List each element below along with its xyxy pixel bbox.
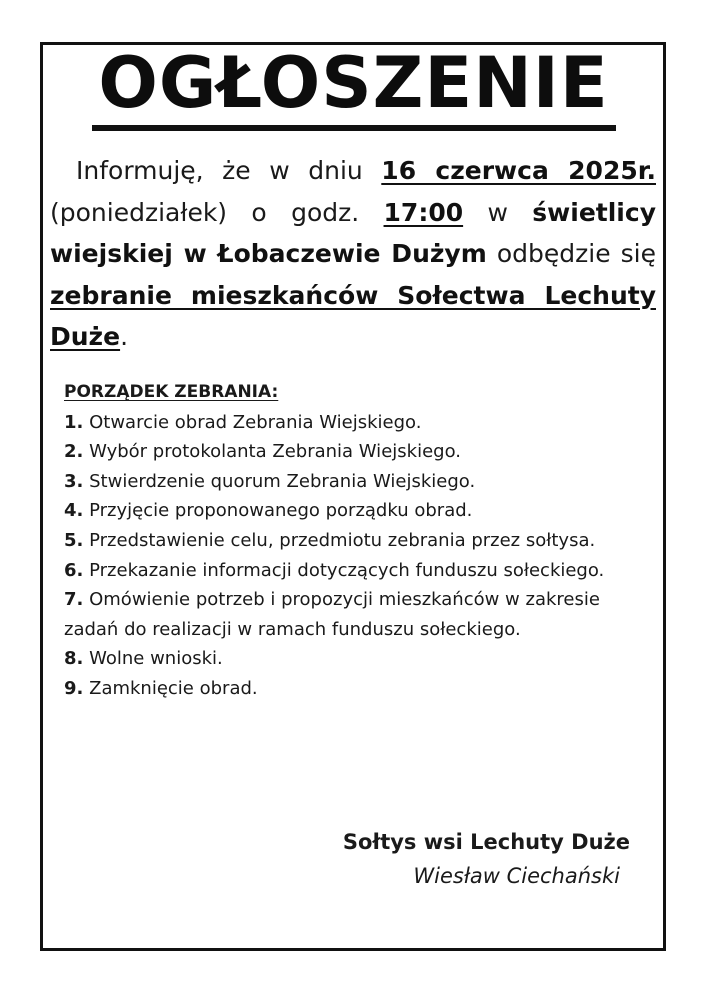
intro-text-1: Informuję, że w dniu [76, 156, 382, 185]
agenda-item-text: Omówienie potrzeb i propozycji mieszkańców w zakresie zadań do realizacji w ramach funduszu sołeckiego. [64, 589, 600, 640]
agenda-item [64, 585, 624, 644]
meeting-time: 17:00 [383, 197, 464, 227]
agenda-item [64, 526, 624, 556]
agenda-item-number: 8. [64, 648, 84, 670]
intro-text-2: (poniedziałek) o godz. [50, 197, 384, 227]
title-underline [92, 125, 616, 131]
agenda-item-text: Przyjęcie proponowanego porządku obrad. [89, 500, 473, 522]
notice-intro [50, 150, 656, 358]
agenda-item [64, 674, 624, 704]
agenda-item [64, 644, 624, 674]
agenda-item-number: 4. [64, 500, 84, 522]
intro-text-3: w [463, 197, 533, 227]
agenda-item [64, 408, 624, 438]
agenda-list [64, 408, 624, 704]
agenda-item-number: 7. [64, 589, 84, 611]
agenda-item-text: Stwierdzenie quorum Zebrania Wiejskiego. [89, 470, 476, 492]
agenda-item-text: Wybór protokolanta Zebrania Wiejskiego. [89, 441, 461, 463]
agenda-item-text: Otwarcie obrad Zebrania Wiejskiego. [89, 411, 422, 433]
agenda-item-text: Wolne wnioski. [89, 648, 223, 670]
meeting-date: 16 czerwca 2025r. [381, 156, 656, 185]
agenda-item-text: Przekazanie informacji dotyczących funduszu sołeckiego. [89, 559, 605, 581]
agenda-item [64, 437, 624, 467]
agenda-section [64, 378, 624, 704]
agenda-item-number: 5. [64, 529, 84, 551]
intro-text-4: odbędzie się [486, 239, 656, 268]
agenda-item [64, 467, 624, 497]
notice-title: OGŁOSZENIE [98, 42, 609, 124]
agenda-item [64, 556, 624, 586]
agenda-item-text: Przedstawienie celu, przedmiotu zebrania przez sołtysa. [89, 529, 596, 551]
signature-title: Sołtys wsi Lechuty Duże [342, 830, 630, 854]
agenda-item [64, 496, 624, 526]
agenda-heading: PORZĄDEK ZEBRANIA: [64, 382, 279, 402]
agenda-item-text: Zamknięcie obrad. [89, 677, 258, 699]
intro-text-5: . [120, 322, 129, 351]
meeting-place: świetlicy wiejskiej w Łobaczewie Dużym [50, 197, 656, 268]
agenda-item-number: 1. [64, 411, 84, 433]
agenda-item-number: 2. [64, 441, 84, 463]
agenda-item-number: 6. [64, 559, 84, 581]
meeting-event: zebranie mieszkańców Sołectwa Lechuty Duże [50, 280, 656, 351]
signature-name: Wiesław Ciechański [413, 864, 620, 888]
agenda-item-number: 9. [64, 677, 84, 699]
agenda-item-number: 3. [64, 470, 84, 492]
signature-block [343, 826, 630, 894]
